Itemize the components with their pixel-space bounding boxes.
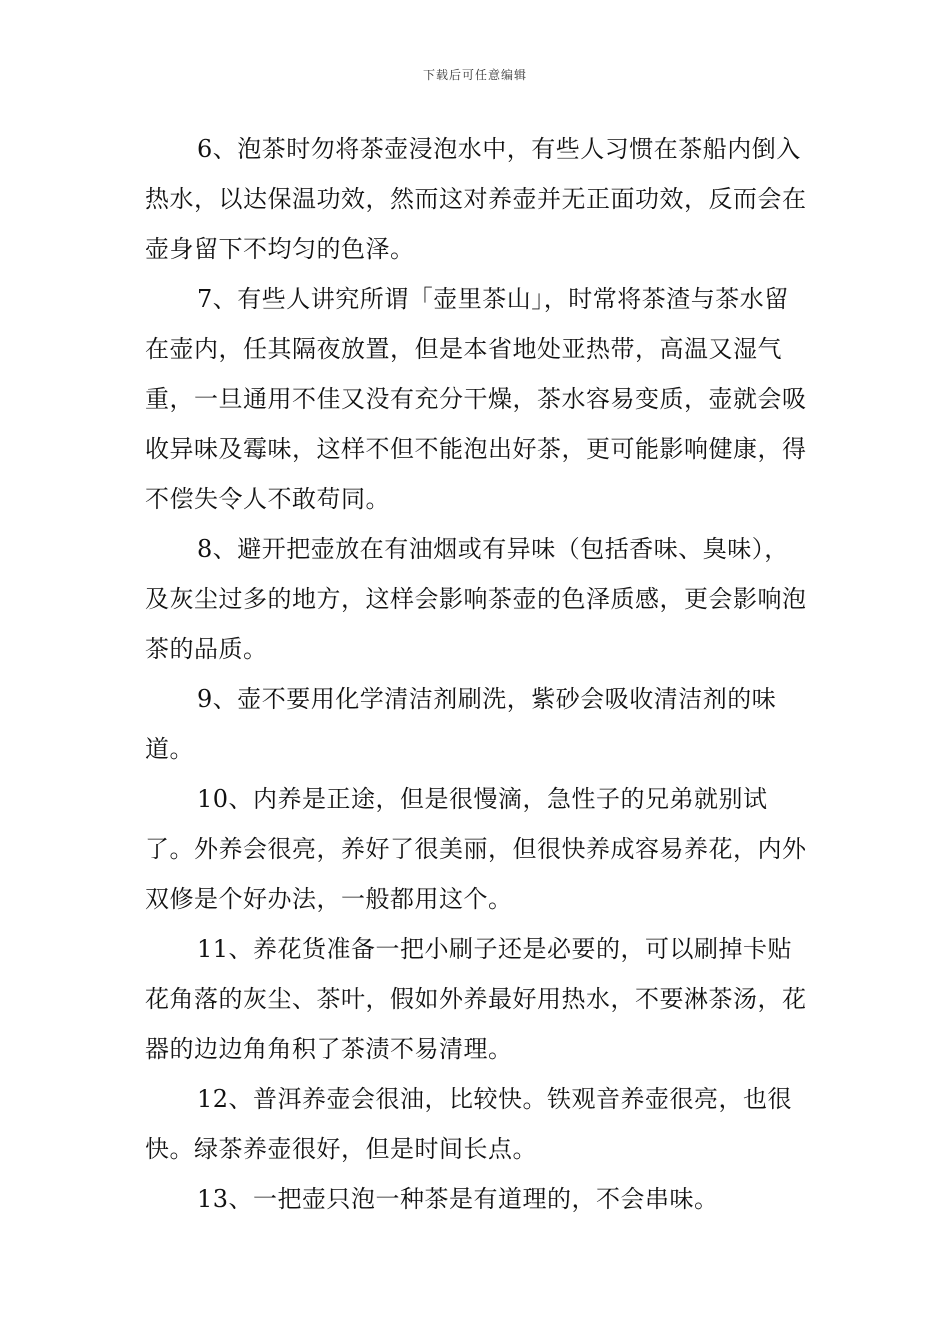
paragraph-10: 10、内养是正途，但是很慢滴，急性子的兄弟就别试了。外养会很亮，养好了很美丽，但很快养成容易养花，内外双修是个好办法，一般都用这个。 xyxy=(145,785,807,913)
paragraph-12: 12、普洱养壶会很油，比较快。铁观音养壶很亮，也很快。绿茶养壶很好，但是时间长点。 xyxy=(145,1085,793,1163)
paragraph-13: 13、一把壶只泡一种茶是有道理的，不会串味。 xyxy=(197,1185,719,1213)
document-body xyxy=(145,124,813,1224)
paragraph-11: 11、养花货准备一把小刷子还是必要的，可以刷掉卡贴花角落的灰尘、茶叶，假如外养最好用热水，不要淋茶汤，花器的边边角角积了茶渍不易清理。 xyxy=(145,935,807,1063)
paragraph-9: 9、壶不要用化学清洁剂刷洗，紫砂会吸收清洁剂的味道。 xyxy=(145,685,777,763)
paragraph-6: 6、泡茶时勿将茶壶浸泡水中，有些人习惯在茶船内倒入热水，以达保温功效，然而这对养壶并无正面功效，反而会在壶身留下不均匀的色泽。 xyxy=(145,135,807,263)
page-header-note: 下载后可任意编辑 xyxy=(422,68,527,82)
paragraph-7: 7、有些人讲究所谓「壶里茶山」，时常将茶渣与茶水留在壶内，任其隔夜放置，但是本省地处亚热带，高温又湿气重，一旦通用不佳又没有充分干燥，茶水容易变质，壶就会吸收异味及霉味，这样不但不能泡出好茶，更可能影响健康，得不偿失令人不敢苟同。 xyxy=(145,285,807,513)
paragraph-8: 8、避开把壶放在有油烟或有异味（包括香味、臭味），及灰尘过多的地方，这样会影响茶壶的色泽质感，更会影响泡茶的品质。 xyxy=(145,535,807,663)
